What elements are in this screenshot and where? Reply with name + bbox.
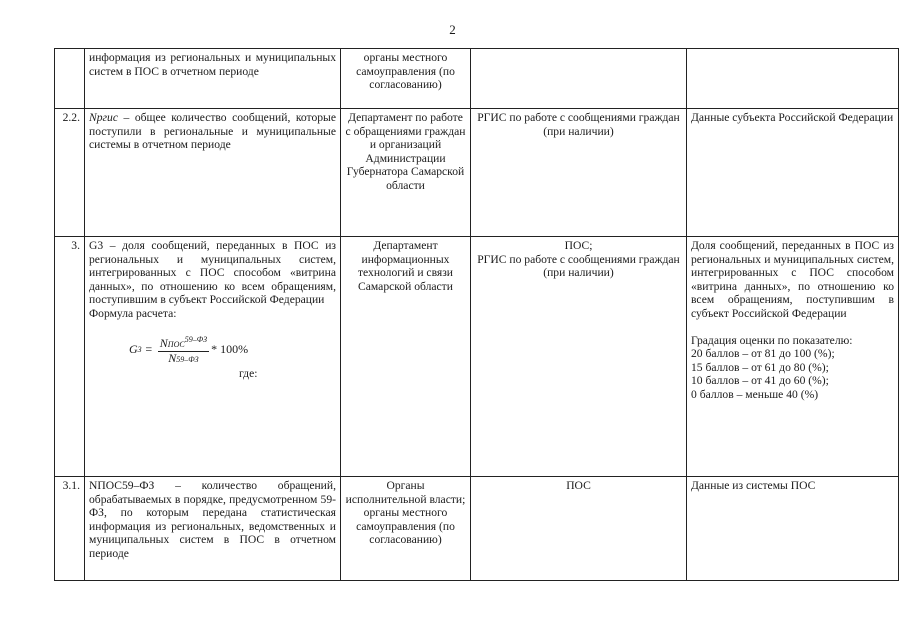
formula-lhs-sub: 3 <box>137 344 142 354</box>
row-number: 3.1. <box>55 477 85 581</box>
indicator-text: G3 – доля сообщений, переданных в ПОС из региональных и муниципальных систем, интегрированных с ПОС способом «витрина данных», по отношению ко всем обращениям, поступившим в субъект Российской Федерации <box>89 239 336 307</box>
formula-lhs: G <box>129 341 138 356</box>
grading-item: 15 баллов – от 61 до 80 (%); <box>691 360 829 374</box>
source-cell <box>471 49 687 109</box>
note-cell: Данные из системы ПОС <box>687 477 899 581</box>
table-row <box>55 237 899 477</box>
formula: G 3 = $\frac{NПОС^{59-ФЗ}}{N59-ФЗ}$ * 100% <box>129 334 249 366</box>
table-row <box>55 49 899 109</box>
note-cell: Данные субъекта Российской Федерации <box>687 109 899 237</box>
responsible-cell: органы местного самоуправления (по согласованию) <box>341 49 471 109</box>
source-cell: ПОС; РГИС по работе с сообщениями граждан (при наличии) <box>471 237 687 477</box>
indicator-cell <box>85 237 341 477</box>
table-row <box>55 109 899 237</box>
responsible-cell: Департамент по работе с обращениями граждан и организаций Администрации Губернатора Самарской области <box>341 109 471 237</box>
note-cell <box>687 237 899 477</box>
indicator-text: – общее количество сообщений, которые поступили в региональные и муниципальные системы в отчетном периоде <box>89 111 336 152</box>
indicator-cell: информация из региональных и муниципальных систем в ПОС в отчетном периоде <box>85 49 341 109</box>
indicator-cell: NПОС59–ФЗ – количество обращений, обрабатываемых в порядке, предусмотренном 59-ФЗ, по которым передана статистическая информация из региональных, ведомственных и муниципальных систем в ПОС в отчетном периоде <box>85 477 341 581</box>
grading-title: Градация оценки по показателю: <box>691 333 853 347</box>
source-cell: ПОС <box>471 477 687 581</box>
indicator-symbol: Nргис <box>89 111 118 124</box>
row-number <box>55 49 85 109</box>
table-row <box>55 477 899 581</box>
formula-where: где: <box>239 366 258 380</box>
note-text: Доля сообщений, переданных в ПОС из региональных и муниципальных систем, интегрированных с ПОС способом «витрина данных», по отношению ко всем обращениям, поступившим в субъект Российской Федерации <box>691 239 894 320</box>
responsible-cell: Департамент информационных технологий и связи Самарской области <box>341 237 471 477</box>
formula-label: Формула расчета: <box>89 306 177 320</box>
row-number: 2.2. <box>55 109 85 237</box>
formula-tail: * 100% <box>211 341 249 356</box>
row-number: 3. <box>55 237 85 477</box>
source-cell: РГИС по работе с сообщениями граждан (при наличии) <box>471 109 687 237</box>
responsible-cell: Органы исполнительной власти; органы местного самоуправления (по согласованию) <box>341 477 471 581</box>
indicators-table <box>54 48 899 581</box>
page-number: 2 <box>449 22 456 37</box>
grading-item: 20 баллов – от 81 до 100 (%); <box>691 347 835 361</box>
indicator-cell <box>85 109 341 237</box>
grading-item: 0 баллов – меньше 40 (%) <box>691 387 819 401</box>
grading-item: 10 баллов – от 41 до 60 (%); <box>691 374 829 388</box>
note-cell <box>687 49 899 109</box>
formula-fraction: $\frac{NПОС^{59-ФЗ}}{N59-ФЗ}$ <box>159 334 208 366</box>
